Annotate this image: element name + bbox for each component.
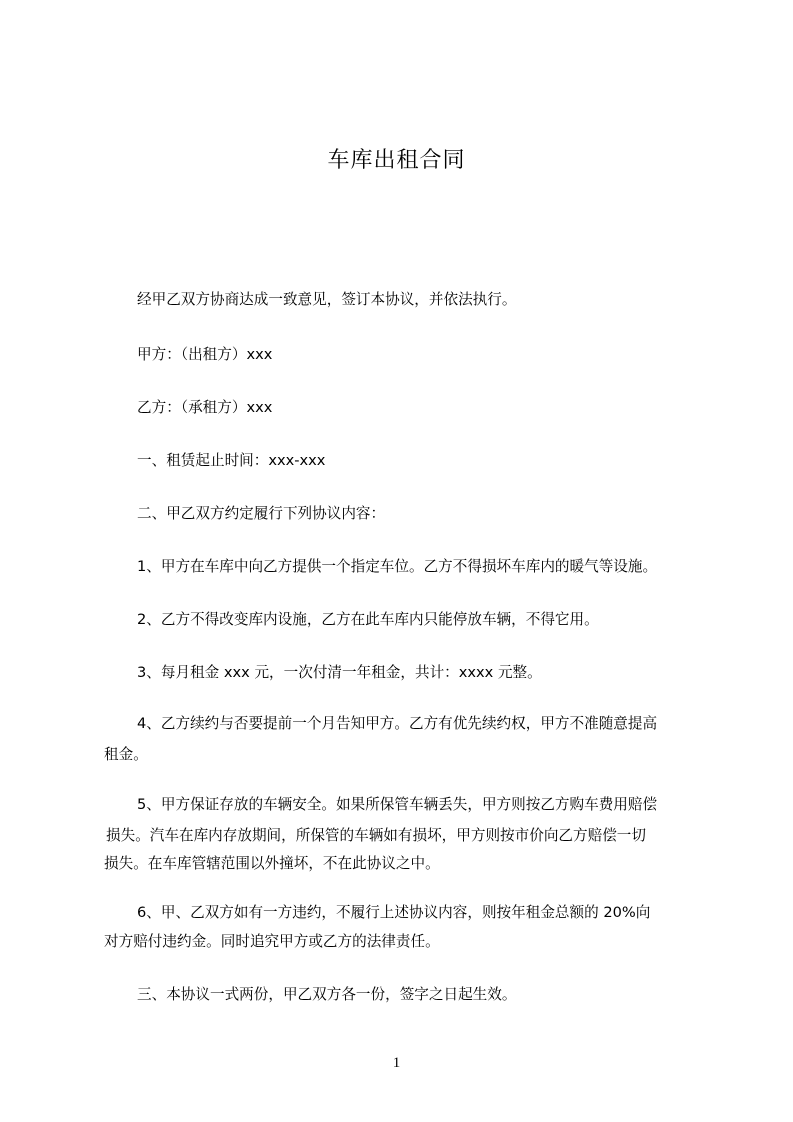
item-6-line-2: 对方赔付违约金。同时追究甲方或乙方的法律责任。 (104, 933, 440, 950)
page-number: 1 (392, 1055, 401, 1071)
item-5-line-3: 损失。在车库管辖范围以外撞坏，不在此协议之中。 (104, 855, 440, 872)
clause-3: 三、本协议一式两份，甲乙双方各一份，签字之日起生效。 (137, 986, 517, 1003)
item-2: 2、乙方不得改变库内设施，乙方在此车库内只能停放车辆，不得它用。 (137, 611, 599, 628)
item-1: 1、甲方在车库中向乙方提供一个指定车位。乙方不得损坏车库内的暖气等设施。 (137, 558, 658, 575)
clause-1-heading: 一、租赁起止时间：xxx-xxx (137, 452, 326, 469)
party-a: 甲方：（出租方）xxx (137, 346, 273, 363)
intro-paragraph: 经甲乙双方协商达成一致意见，签订本协议，并依法执行。 (137, 291, 517, 308)
party-b: 乙方：（承租方）xxx (137, 399, 273, 416)
item-5-line-1: 5、甲方保证存放的车辆安全。如果所保管车辆丢失，甲方则按乙方购车费用赔偿 (137, 796, 658, 813)
clause-2-heading: 二、甲乙双方约定履行下列协议内容： (137, 505, 386, 522)
document-title: 车库出租合同 (327, 148, 466, 173)
item-5-line-2: 损失。汽车在库内存放期间，所保管的车辆如有损坏，甲方则按市价向乙方赔偿一切 (106, 827, 646, 844)
item-3: 3、每月租金 xxx 元，一次付清一年租金，共计：xxxx 元整。 (137, 664, 542, 681)
item-4-line-1: 4、乙方续约与否要提前一个月告知甲方。乙方有优先续约权，甲方不准随意提高 (137, 715, 658, 732)
item-4-line-2: 租金。 (104, 746, 148, 763)
item-6-line-1: 6、甲、乙双方如有一方违约，不履行上述协议内容，则按年租金总额的 20%向 (137, 904, 651, 921)
